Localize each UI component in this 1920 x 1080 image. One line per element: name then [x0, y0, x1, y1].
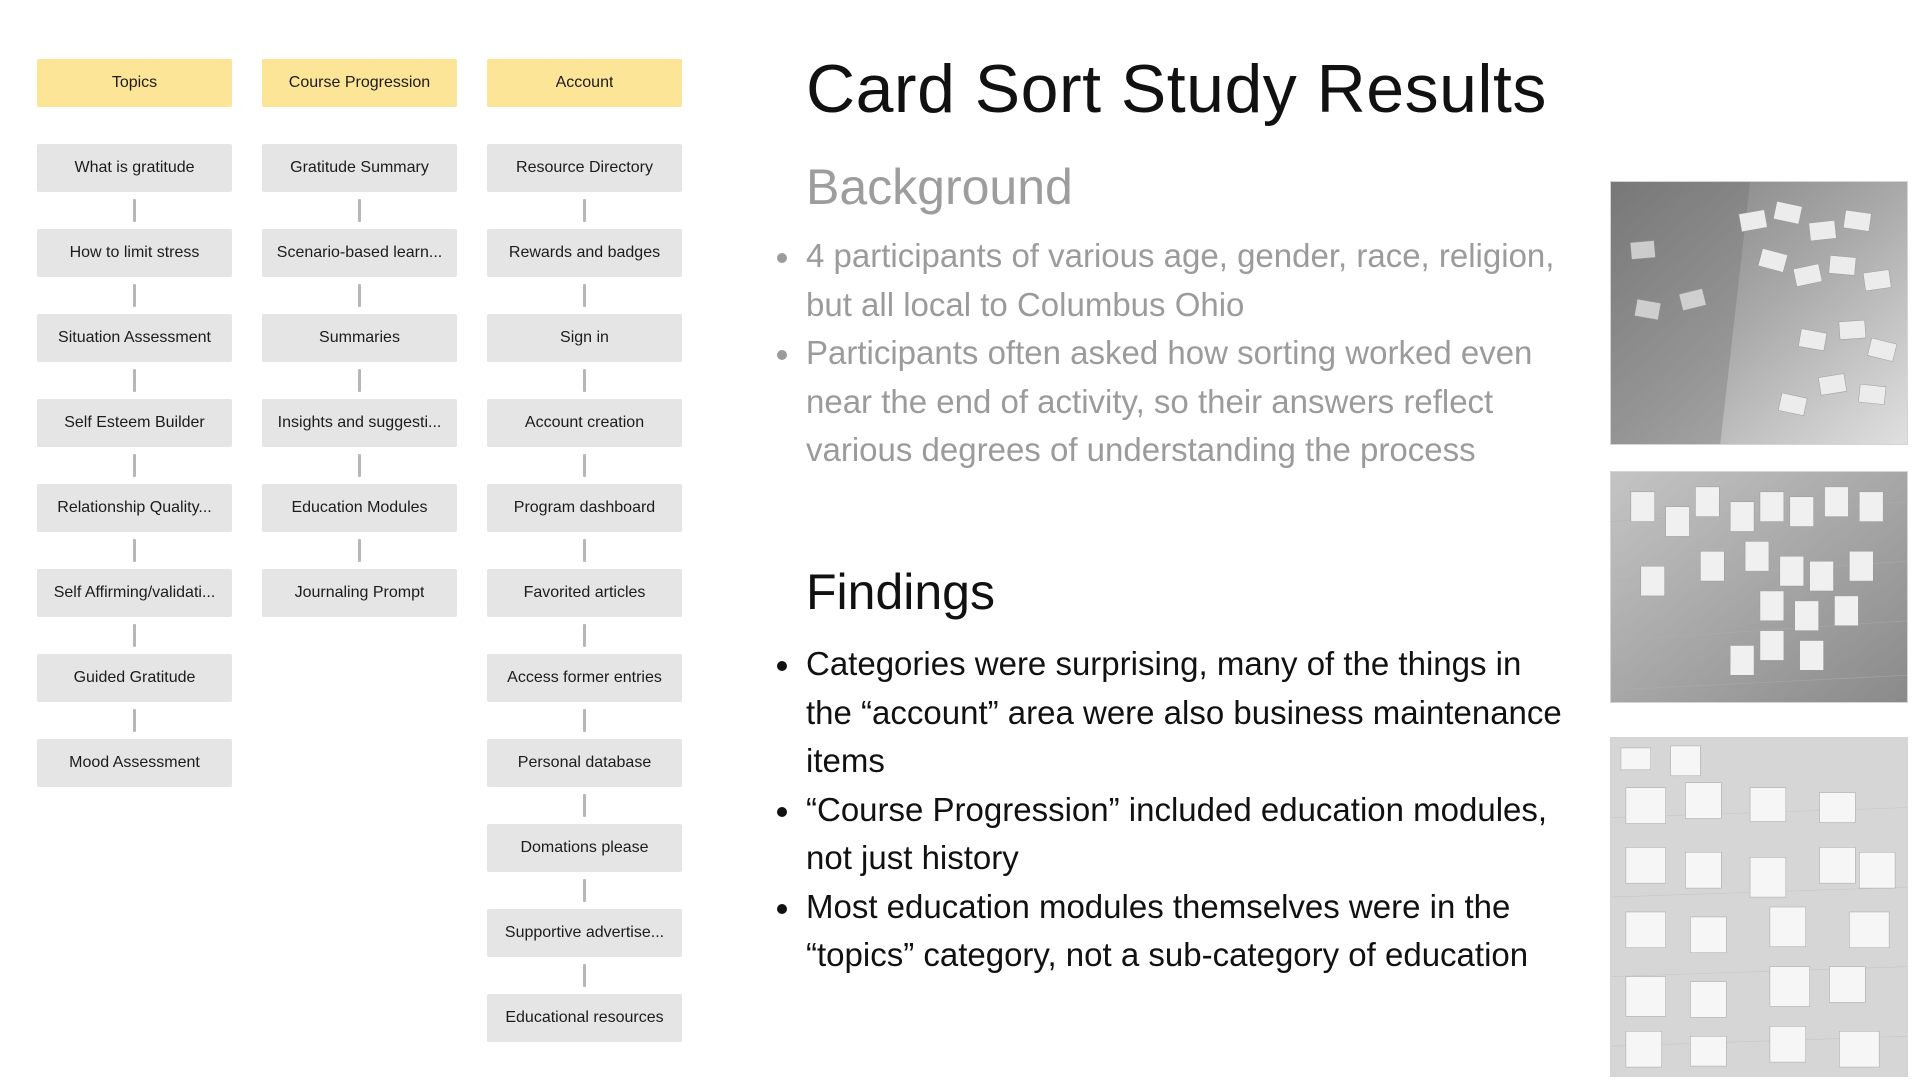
- sort-card-label: Sign in: [560, 329, 609, 346]
- sort-card: [262, 229, 457, 277]
- card-connector: [583, 957, 586, 994]
- sort-card-label: Educational resources: [505, 1009, 664, 1026]
- sort-card-label: Rewards and badges: [508, 244, 661, 261]
- connector-line: [133, 284, 136, 307]
- findings-bullet: Most education modules themselves were in the “topics” category, not a sub-category of education: [806, 883, 1566, 980]
- card-connector: [133, 362, 136, 399]
- findings-bullet: “Course Progression” included education modules, not just history: [806, 786, 1566, 883]
- card-list: [487, 144, 682, 1042]
- sort-card: [487, 484, 682, 532]
- connector-line: [583, 199, 586, 222]
- sort-card-label: Journaling Prompt: [294, 584, 425, 601]
- connector-line: [358, 454, 361, 477]
- sort-card: [487, 994, 682, 1042]
- background-heading: Background: [806, 159, 1073, 215]
- card-list: [262, 144, 457, 617]
- sort-card: [37, 484, 232, 532]
- card-connector: [583, 617, 586, 654]
- photo-image: [1611, 182, 1907, 444]
- sort-card-label: Resource Directory: [516, 159, 653, 176]
- sort-card-label: Scenario-based learn...: [276, 244, 443, 261]
- sort-card-label: Personal database: [517, 754, 652, 771]
- sort-card: [487, 909, 682, 957]
- card-connector: [133, 702, 136, 739]
- column-account: [487, 59, 682, 1042]
- sort-card-label: Domations please: [520, 839, 649, 856]
- card-connector: [358, 277, 361, 314]
- card-connector: [583, 277, 586, 314]
- background-bullet: 4 participants of various age, gender, race, religion, but all local to Columbus Ohio: [806, 232, 1566, 329]
- sort-card: [487, 144, 682, 192]
- sort-card-label: Gratitude Summary: [290, 159, 429, 176]
- connector-line: [133, 369, 136, 392]
- photo-image: [1611, 738, 1907, 1076]
- card-connector: [358, 532, 361, 569]
- sort-card-label: Relationship Quality...: [57, 499, 212, 516]
- sort-card-label: Mood Assessment: [69, 754, 200, 771]
- card-list: [37, 144, 232, 787]
- sort-card: [37, 569, 232, 617]
- card-connector: [358, 192, 361, 229]
- connector-line: [133, 709, 136, 732]
- card-connector: [583, 532, 586, 569]
- card-connector: [583, 872, 586, 909]
- page-title: Card Sort Study Results: [806, 51, 1547, 127]
- card-sort-photo: [1610, 181, 1908, 445]
- column-header-label: Topics: [111, 74, 158, 91]
- sort-card: [262, 144, 457, 192]
- connector-line: [358, 539, 361, 562]
- connector-line: [583, 794, 586, 817]
- background-bullet: Participants often asked how sorting worked even near the end of activity, so their answers reflect various degrees of understanding the process: [806, 329, 1566, 475]
- card-connector: [358, 447, 361, 484]
- sort-card: [37, 739, 232, 787]
- sort-card-label: Self Esteem Builder: [64, 414, 205, 431]
- sort-card-label: Favorited articles: [523, 584, 646, 601]
- connector-line: [583, 964, 586, 987]
- connector-line: [583, 709, 586, 732]
- sort-card: [487, 824, 682, 872]
- connector-line: [583, 454, 586, 477]
- connector-line: [358, 369, 361, 392]
- sort-card: [37, 144, 232, 192]
- card-connector: [133, 532, 136, 569]
- column-header: [487, 59, 682, 107]
- card-connector: [583, 192, 586, 229]
- sort-card: [487, 229, 682, 277]
- connector-line: [133, 454, 136, 477]
- background-list: [806, 232, 1566, 475]
- column-course-progression: [262, 59, 457, 617]
- findings-heading: Findings: [806, 564, 995, 620]
- connector-line: [133, 539, 136, 562]
- card-connector: [133, 617, 136, 654]
- connector-line: [583, 284, 586, 307]
- findings-list: [806, 640, 1566, 980]
- sort-card: [37, 229, 232, 277]
- sort-card: [487, 739, 682, 787]
- card-connector: [133, 447, 136, 484]
- sort-card: [487, 654, 682, 702]
- findings-bullet: Categories were surprising, many of the things in the “account” area were also business maintenance items: [806, 640, 1566, 786]
- column-topics: [37, 59, 232, 787]
- sort-card: [262, 314, 457, 362]
- sort-card-label: Account creation: [524, 414, 645, 431]
- card-connector: [583, 702, 586, 739]
- card-sort-photo: [1610, 737, 1908, 1077]
- sort-card-label: Situation Assessment: [58, 329, 211, 346]
- connector-line: [583, 539, 586, 562]
- sort-card-label: What is gratitude: [74, 159, 195, 176]
- sort-card: [37, 399, 232, 447]
- sort-card-label: Insights and suggesti...: [277, 414, 442, 431]
- sort-card: [37, 314, 232, 362]
- column-header-label: Account: [555, 74, 614, 91]
- photo-image: [1611, 472, 1907, 702]
- card-connector: [133, 192, 136, 229]
- card-connector: [358, 362, 361, 399]
- card-connector: [583, 447, 586, 484]
- sort-card: [262, 569, 457, 617]
- connector-line: [133, 624, 136, 647]
- sort-card: [487, 569, 682, 617]
- card-connector: [133, 277, 136, 314]
- connector-line: [583, 879, 586, 902]
- connector-line: [133, 199, 136, 222]
- sort-card: [487, 399, 682, 447]
- column-header: [262, 59, 457, 107]
- sort-card-label: Program dashboard: [513, 499, 656, 516]
- column-header-label: Course Progression: [288, 74, 431, 91]
- connector-line: [358, 284, 361, 307]
- sort-card: [262, 399, 457, 447]
- sort-card-label: Access former entries: [507, 669, 662, 686]
- sort-card-label: Supportive advertise...: [504, 924, 665, 941]
- sort-card-label: How to limit stress: [69, 244, 200, 261]
- connector-line: [358, 199, 361, 222]
- sort-card-label: Guided Gratitude: [73, 669, 196, 686]
- connector-line: [583, 369, 586, 392]
- connector-line: [583, 624, 586, 647]
- sort-card: [262, 484, 457, 532]
- card-connector: [583, 787, 586, 824]
- sort-card: [37, 654, 232, 702]
- column-header: [37, 59, 232, 107]
- sort-card-label: Self Affirming/validati...: [53, 584, 216, 601]
- card-sort-photo: [1610, 471, 1908, 703]
- card-connector: [583, 362, 586, 399]
- sort-card: [487, 314, 682, 362]
- sort-card-label: Education Modules: [291, 499, 428, 516]
- sort-card-label: Summaries: [319, 329, 400, 346]
